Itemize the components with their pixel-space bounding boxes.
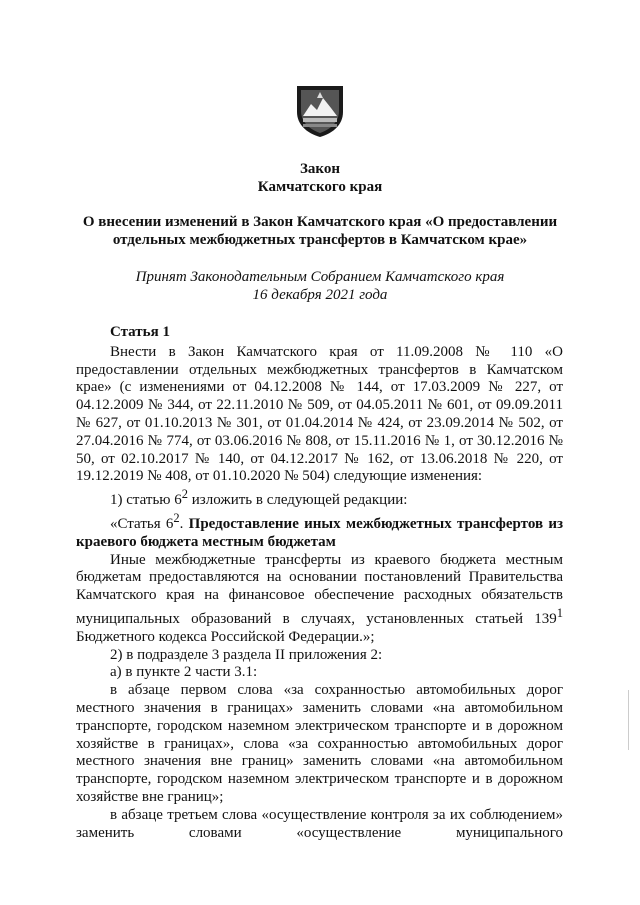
quoted-article-title [76, 510, 563, 552]
coat-of-arms-icon [293, 82, 347, 138]
item-2a: а) в пункте 2 части 3.1: [110, 664, 258, 681]
item-1-text-end: изложить в следующей редакции: [188, 492, 408, 509]
document-body [76, 324, 563, 842]
paragraph-1: в абзаце первом слова «за сохранностью автомобильных дорог местного значения в границах» заменить словами «на автомобильном транспорте, городском наземном электрическом транспорте и в дорожном хозяйстве в границах», слова «за сохранностью автомобильных дорог местного значения вне границ» заменить словами «на автомобильном транспорте, городском наземном электрическом транспорте и в дорожном хозяйстве вне границ»; [76, 682, 563, 805]
item-1-text: 1) статью 6 [110, 492, 182, 509]
document-region: Камчатского края [257, 179, 383, 195]
document-subject-line-1: О внесении изменений в Закон Камчатского края «О предоставлении [82, 214, 558, 230]
item-2: 2) в подразделе 3 раздела II приложения 2: [110, 646, 383, 663]
quote-start: «Статья 6 [110, 515, 174, 532]
superscript: 2 [181, 487, 189, 502]
quote-title-bold: Предоставление иных межбюджетных трансфертов из краевого бюджета местным бюджетам [76, 515, 563, 550]
paragraph-2: в абзаце третьем слова «осуществление контроля за их соблюдением» заменить словами «осуществление муниципального [76, 806, 563, 841]
scan-edge-mark [628, 690, 629, 750]
quoted-article-body [76, 552, 563, 647]
document-type: Закон [299, 161, 340, 177]
quote-body: Иные межбюджетные трансферты из краевого бюджета местным бюджетам предоставляются на основании постановлений Правительства Камчатского края на финансовое обеспечение расходных обязательств муниципальных образований в случаях, установленных статьей 139 [76, 551, 563, 627]
item-1 [76, 486, 563, 510]
document-subject-line-2: отдельных межбюджетных трансфертов в Камчатском крае» [112, 232, 528, 248]
article-intro: Внести в Закон Камчатского края от 11.09.2008 № 110 «О предоставлении отдельных межбюджетных трансфертов в Камчатском крае» (с изменениями от 04.12.2008 № 144, от 17.03.2009 № 227, от 04.12.2009 № 344, от 22.11.2010 № 509, от 04.05.2011 № 601, от 09.09.2011 № 627, от 01.10.2013 № 301, от 01.04.2014 № 424, от 23.09.2014 № 502, от 27.04.2016 № 774, от 03.06.2016 № 808, от 15.11.2016 № 1, от 30.12.2016 № 50, от 02.10.2017 № 140, от 04.12.2017 № 162, от 13.06.2018 № 220, от 19.12.2019 № 408, от 01.10.2020 № 504) следующие изменения: [76, 343, 563, 485]
superscript: 1 [556, 605, 563, 620]
article-heading: Статья 1 [110, 324, 170, 340]
superscript: 2 [173, 510, 180, 525]
quote-body-end: Бюджетного кодекса Российской Федерации.»; [76, 628, 375, 645]
adoption-note: Принят Законодательным Собранием Камчатского края [135, 269, 505, 285]
adoption-date: 16 декабря 2021 года [252, 287, 388, 303]
quote-dot: . [179, 515, 189, 532]
